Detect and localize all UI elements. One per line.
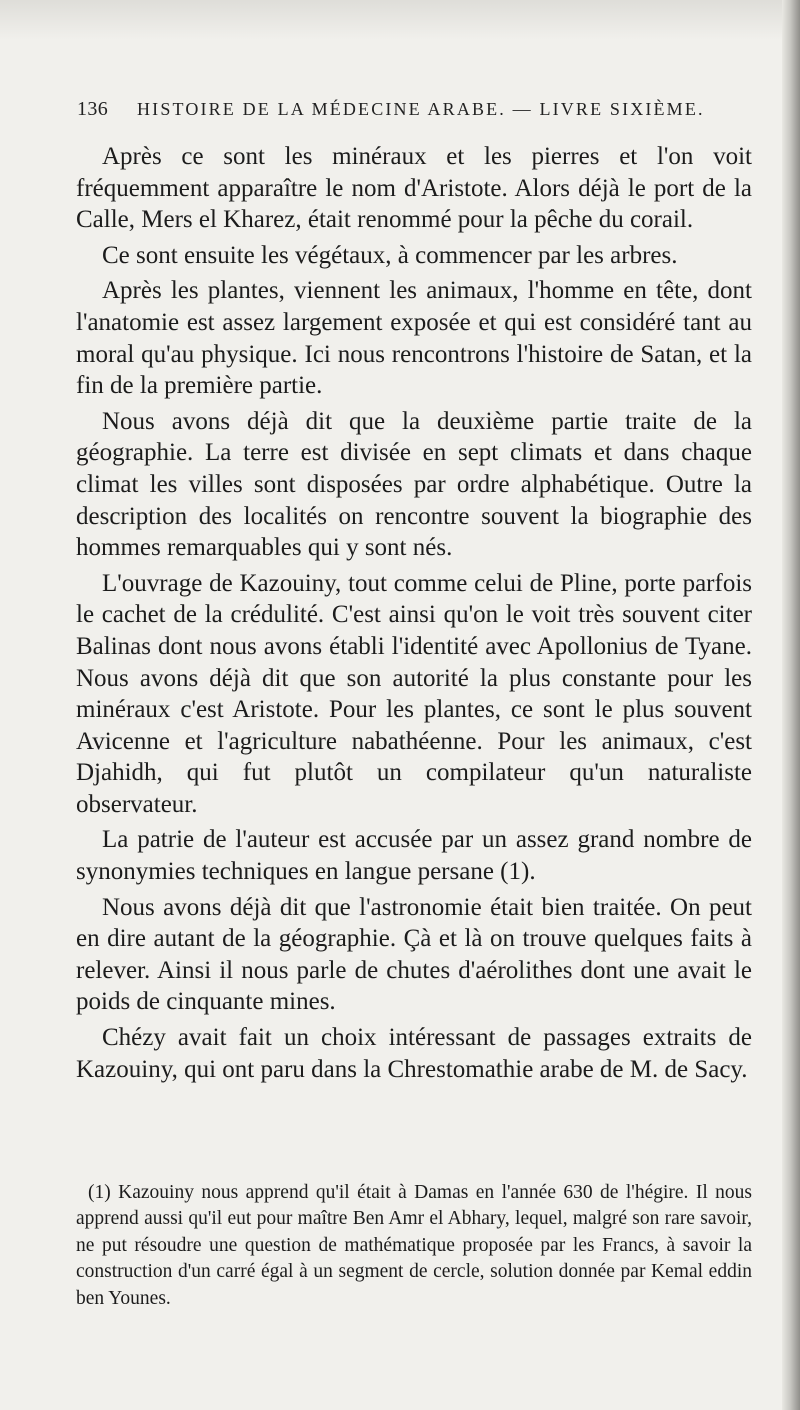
footnote-1: (1) Kazouiny nous apprend qu'il était à Damas en l'année 630 de l'hégire. Il nous apprend aussi qu'il eut pour maître Ben Amr el Abhary, lequel, malgré son rare savoir, ne put résoudre une question de mathématique proposée par les Francs, à savoir la construction d'un carré égal à un segment de cercle, solution donnée par Kemal eddin ben Younes. bbox=[76, 1182, 752, 1309]
page-number: 136 bbox=[77, 98, 109, 120]
page-shadow bbox=[0, 0, 800, 40]
paragraph-astronomy: Nous avons déjà dit que l'astronomie était bien traitée. On peut en dire autant de la géographie. Çà et là on trouve quelques faits à relever. Ainsi il nous parle de chutes d'aérolithes dont une avait le poids de cinquante mines. bbox=[76, 893, 752, 1016]
main-text bbox=[76, 141, 752, 1089]
paragraph-chezy: Chézy avait fait un choix intéressant de passages extraits de Kazouiny, qui ont paru dans la Chrestomathie arabe de M. de Sacy. bbox=[76, 1024, 752, 1083]
paragraph-animals: Après les plantes, viennent les animaux, l'homme en tête, dont l'anatomie est assez largement exposée et qui est considéré tant au moral qu'au physique. Ici nous rencontrons l'histoire de Satan, et la fin de la première partie. bbox=[76, 277, 752, 400]
paragraph-credulity: L'ouvrage de Kazouiny, tout comme celui de Pline, porte parfois le cachet de la crédulité. C'est ainsi qu'on le voit très souvent citer Balinas dont nous avons établi l'identité avec Apollonius de Tyane. Nous avons déjà dit que son autorité la plus constante pour les minéraux c'est Aristote. Pour les plantes, ce sont le plus souvent Avicenne et l'agriculture nabathéenne. Pour les animaux, c'est Djahidh, qui fut plutôt un compilateur qu'un naturaliste observateur. bbox=[76, 569, 752, 818]
footnotes bbox=[76, 1180, 752, 1312]
paragraph-minerals: Après ce sont les minéraux et les pierres et l'on voit fréquemment apparaître le nom d'Aristote. Alors déjà le port de la Calle, Mers el Kharez, était renommé pour la pêche du corail. bbox=[76, 143, 752, 234]
paragraph-persian: La patrie de l'auteur est accusée par un assez grand nombre de synonymies techniques en langue persane (1). bbox=[76, 826, 752, 886]
running-title: HISTOIRE DE LA MÉDECINE ARABE. — LIVRE SIXIÈME. bbox=[137, 99, 705, 119]
paragraph-geography: Nous avons déjà dit que la deuxième partie traite de la géographie. La terre est divisée en sept climats et dans chaque climat les villes sont disposées par ordre alphabétique. Outre la description des localités on rencontre souvent la biographie des hommes remarquables qui y sont nés. bbox=[76, 407, 752, 562]
paragraph-vegetables: Ce sont ensuite les végétaux, à commencer par les arbres. bbox=[102, 241, 678, 269]
page-edge bbox=[782, 0, 800, 1410]
running-header bbox=[77, 98, 757, 121]
